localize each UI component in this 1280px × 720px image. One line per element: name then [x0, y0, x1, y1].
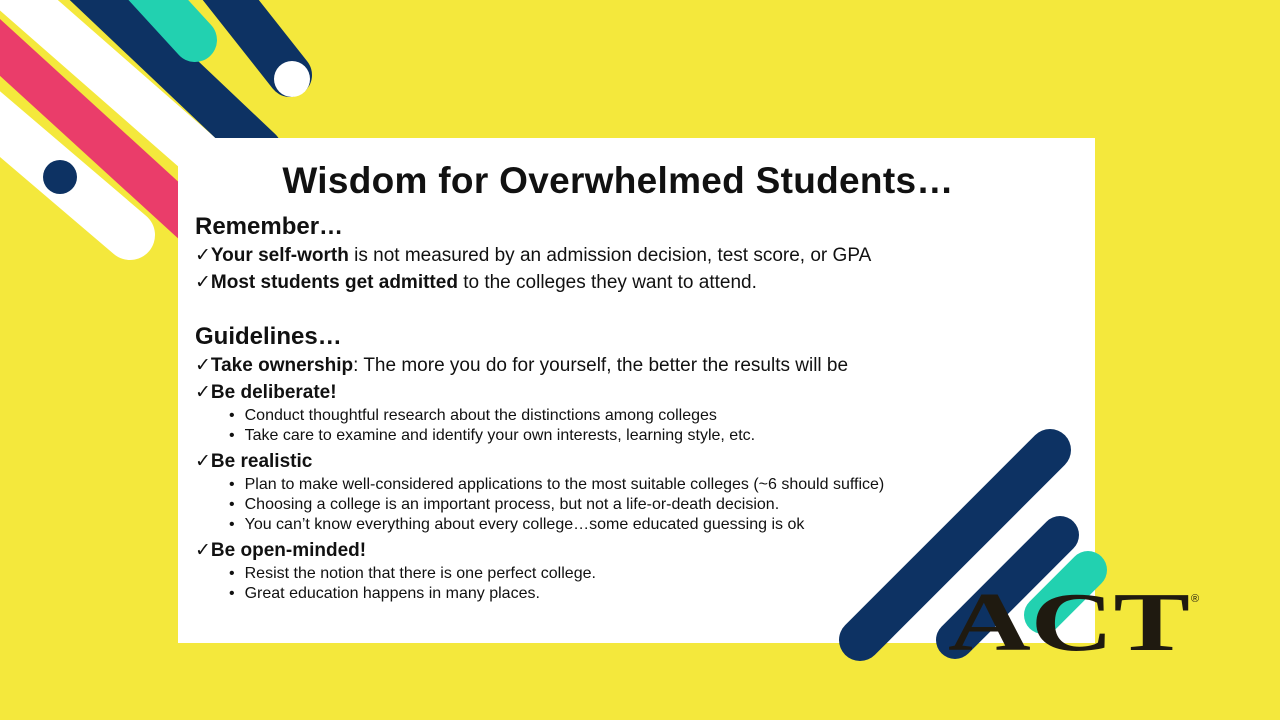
remember-item-bold: Most students get admitted [210, 272, 458, 293]
check-icon: ✓ [195, 272, 211, 293]
check-icon: ✓ [195, 540, 211, 561]
check-icon: ✓ [195, 451, 211, 472]
check-icon: ✓ [195, 382, 211, 403]
guideline-bold: Be open-minded! [210, 540, 367, 561]
guideline-text: : The more you do for yourself, the better the results will be [353, 355, 849, 376]
slide-title: Wisdom for Overwhelmed Students… [282, 160, 954, 201]
remember-heading: Remember… [195, 213, 344, 240]
bullet-item: • Take care to examine and identify your own interests, learning style, etc. [229, 426, 1055, 446]
guidelines-heading: Guidelines… [195, 323, 342, 350]
check-icon: ✓ [195, 245, 211, 266]
registered-mark: ® [1191, 593, 1200, 605]
guideline-bold: Be deliberate! [210, 382, 337, 403]
remember-item-text: to the colleges they want to attend. [457, 272, 757, 293]
act-logo-text: ACT [948, 588, 1190, 656]
check-icon: ✓ [195, 355, 211, 376]
bullet-item: • Plan to make well-considered applications to the most suitable colleges (~6 should suffice) [229, 475, 1055, 495]
guideline-bold: Take ownership [210, 355, 354, 376]
bullet-item: • Great education happens in many places. [229, 584, 1055, 604]
remember-item-bold: Your self-worth [210, 245, 349, 266]
act-logo [948, 588, 1200, 656]
guideline-bold: Be realistic [210, 451, 313, 472]
bullet-item: • Conduct thoughtful research about the distinctions among colleges [229, 406, 1055, 426]
bullet-item: • Resist the notion that there is one perfect college. [229, 564, 1055, 584]
remember-item-text: is not measured by an admission decision, test score, or GPA [348, 245, 872, 266]
bullet-item: • You can’t know everything about every college…some educated guessing is ok [229, 515, 1055, 535]
bullet-item: • Choosing a college is an important process, but not a life-or-death decision. [229, 495, 1055, 515]
